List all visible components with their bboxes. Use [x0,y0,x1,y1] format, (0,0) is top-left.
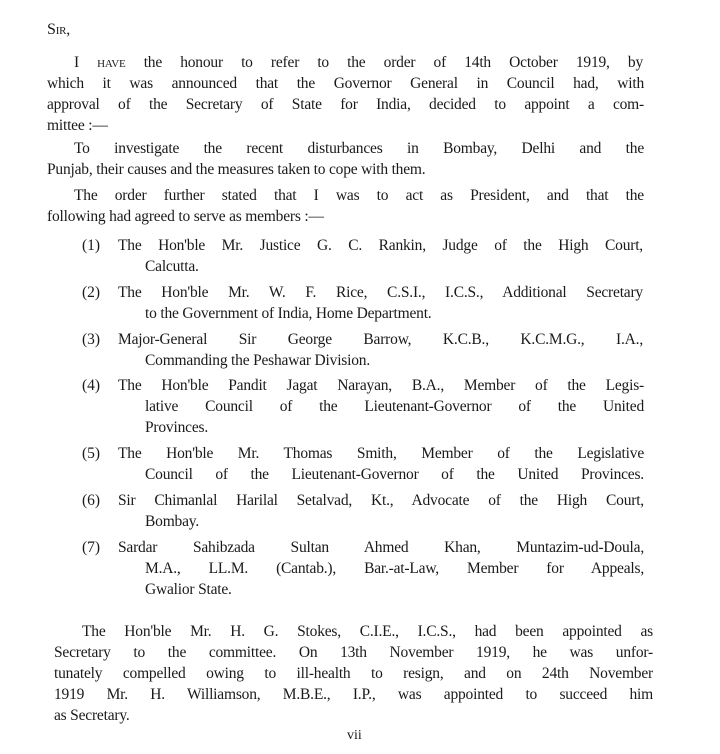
member-line: Council of the Lieutenant-Governor of the United Provinces. [145,466,644,483]
member-line: The Hon'ble Mr. Justice G. C. Rankin, Judge of the High Court, [118,237,643,254]
member-line: to the Government of India, Home Department. [145,305,432,322]
order-line: following had agreed to serve as members :— [47,208,324,225]
member-line: lative Council of the Lieutenant-Governor of the United [145,398,644,415]
terms-line: Punjab, their causes and the measures taken to cope with them. [47,161,426,178]
member-line: M.A., LL.M. (Cantab.), Bar.-at-Law, Member for Appeals, [145,560,644,577]
member-line: Major-General Sir George Barrow, K.C.B., K.C.M.G., I.A., [118,331,643,348]
terms-line: To investigate the recent disturbances in Bombay, Delhi and the [74,140,644,157]
member-line: Sardar Sahibzada Sultan Ahmed Khan, Muntazim-ud-Doula, [118,539,644,556]
member-number: (5) [82,445,101,462]
member-number: (1) [82,237,101,254]
member-line: The Hon'ble Mr. Thomas Smith, Member of the Legislative [118,445,644,462]
intro-lead-first: I [74,54,79,71]
member-line: The Hon'ble Mr. W. F. Rice, C.S.I., I.C.S., Additional Secretary [118,284,643,301]
member-number: (6) [82,492,101,509]
intro-line: approval of the Secretary of State for India, decided to appoint a com- [47,96,644,113]
member-number: (7) [82,539,101,556]
member-number: (3) [82,331,101,348]
intro-line: mittee :— [47,117,108,134]
secretary-line: 1919 Mr. H. Williamson, M.B.E., I.P., was appointed to succeed him [54,686,653,703]
member-line: Calcutta. [145,258,199,275]
intro-lead-smallcaps: have [97,54,126,71]
salutation-text: Sir, [47,21,71,38]
member-line: The Hon'ble Pandit Jagat Narayan, B.A., Member of the Legis- [118,377,644,394]
secretary-line: Secretary to the committee. On 13th November 1919, he was unfor- [54,644,653,661]
secretary-line: The Hon'ble Mr. H. G. Stokes, C.I.E., I.C.S., had been appointed as [82,623,653,640]
member-line: Commanding the Peshawar Division. [145,352,371,369]
salutation [47,20,70,40]
member-line: Provinces. [145,419,209,436]
intro-line [74,53,643,73]
intro-line: which it was announced that the Governor General in Council had, with [47,75,644,92]
secretary-line: as Secretary. [54,707,130,724]
member-line: Gwalior State. [145,581,232,598]
page-number: vii [347,728,362,743]
secretary-line: tunately compelled owing to ill-health to resign, and on 24th November [54,665,653,682]
intro-line-text: the honour to refer to the order of 14th October 1919, by [143,54,643,71]
member-line: Sir Chimanlal Harilal Setalvad, Kt., Advocate of the High Court, [118,492,644,509]
member-number: (4) [82,377,101,394]
member-number: (2) [82,284,101,301]
order-line: The order further stated that I was to act as President, and that the [74,187,644,204]
member-line: Bombay. [145,513,199,530]
